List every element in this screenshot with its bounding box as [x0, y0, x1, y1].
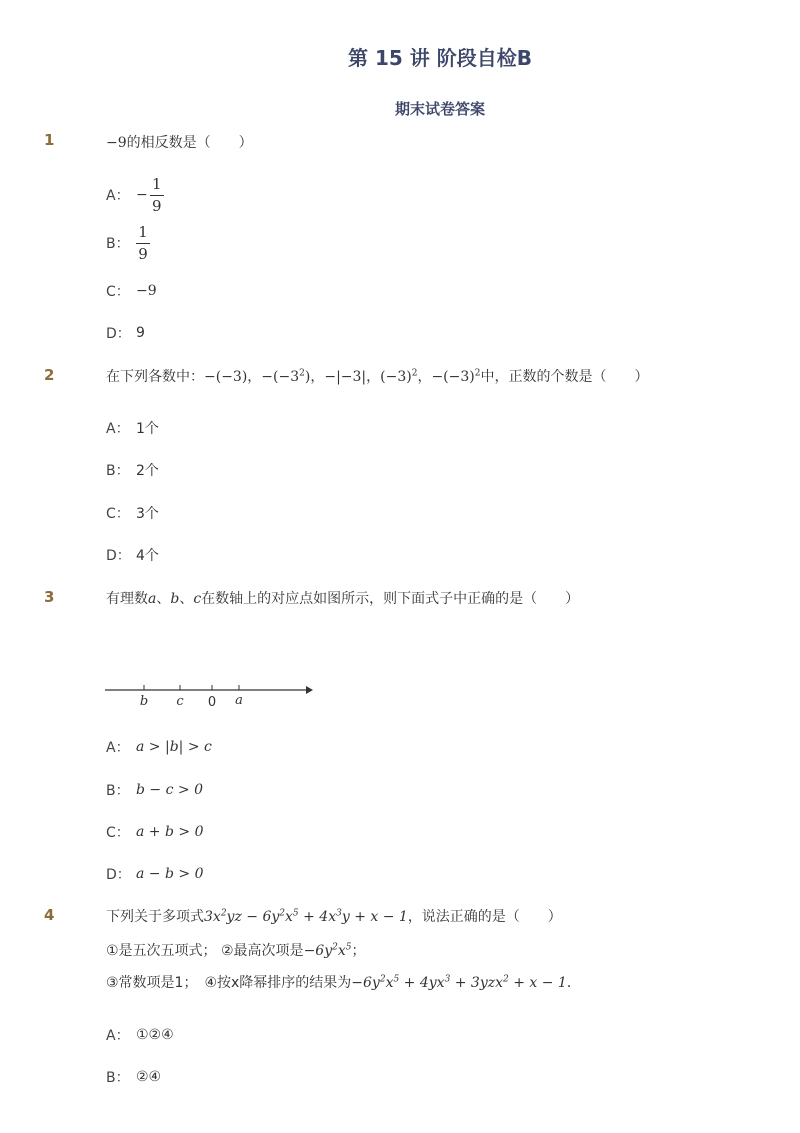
- q4-line3-text: ③常数项是1； ④按x降幂排序的结果为: [106, 975, 352, 991]
- q3-option-d[interactable]: [106, 864, 203, 884]
- axis-arrow: [306, 686, 313, 694]
- math-part: x: [385, 975, 394, 991]
- option-label: B：: [106, 463, 130, 479]
- poly-exp: 3: [336, 908, 342, 919]
- question-2-number: 2: [44, 366, 55, 384]
- math-exp: 3: [444, 974, 451, 985]
- option-label: A：: [106, 1028, 130, 1044]
- option-sign: −: [136, 187, 148, 203]
- option-label: D：: [106, 867, 131, 883]
- fraction-bar: [150, 195, 164, 196]
- question-1-stem: [106, 132, 253, 152]
- q2-e2-exp: 2: [299, 368, 305, 379]
- math-exp: 2: [503, 974, 509, 985]
- math-part: x: [337, 943, 346, 959]
- question-3-stem: [106, 588, 579, 608]
- sep: 、: [156, 591, 171, 607]
- q4-stem-post: ，说法正确的是（ ）: [407, 909, 562, 925]
- q1-expr: −9: [106, 135, 127, 151]
- label-b: b: [139, 694, 149, 709]
- option-text: 4个: [136, 548, 159, 564]
- poly-exp: 2: [279, 908, 286, 919]
- poly-exp: 5: [292, 908, 299, 919]
- option-text: ②④: [136, 1069, 162, 1085]
- sep: ，: [310, 369, 325, 385]
- q1-stem-text: 的相反数是（ ）: [126, 135, 253, 151]
- q3-option-b[interactable]: [106, 780, 203, 800]
- q2-option-b[interactable]: [106, 460, 159, 480]
- option-text: 1个: [136, 421, 159, 437]
- math-exp: 5: [345, 942, 352, 953]
- q2-e4-base: (−3): [380, 369, 412, 385]
- option-text: a + b > 0: [136, 824, 204, 840]
- question-1-number: 1: [44, 131, 55, 149]
- var-a: a: [148, 591, 157, 607]
- var-c: c: [193, 591, 202, 607]
- q4-option-b[interactable]: [106, 1067, 161, 1087]
- question-4-stem: [106, 906, 562, 926]
- label-c: c: [176, 694, 184, 709]
- math-exp: 2: [332, 942, 338, 953]
- q4-stem-pre: 下列关于多项式: [106, 909, 204, 925]
- question-2-stem: [106, 366, 648, 386]
- question-3-number: 3: [44, 588, 55, 606]
- denominator: 9: [151, 196, 162, 215]
- q2-stem-pre: 在下列各数中：: [106, 369, 204, 385]
- fraction: [136, 224, 150, 262]
- sep: ，: [366, 369, 381, 385]
- option-text: −9: [136, 283, 157, 299]
- sep: ，: [247, 369, 262, 385]
- math-part: + 3yzx: [450, 975, 504, 991]
- option-label: C：: [106, 506, 130, 522]
- q2-e2: [261, 369, 310, 385]
- poly-part: y + x − 1: [341, 909, 408, 925]
- option-label: A：: [106, 421, 130, 437]
- q2-e5-base: −(−3): [431, 369, 475, 385]
- option-label: B：: [106, 1070, 130, 1086]
- option-label: A：: [106, 740, 130, 756]
- question-4-number: 4: [44, 906, 55, 924]
- label-a: a: [235, 693, 243, 708]
- q2-option-c[interactable]: [106, 503, 159, 523]
- q1-option-b[interactable]: [106, 224, 150, 262]
- q2-e3: −|−3|: [324, 369, 367, 385]
- math-part: −6y: [303, 943, 333, 959]
- page-title: 第 15 讲 阶段自检B: [348, 46, 532, 70]
- option-text: ①②④: [136, 1027, 174, 1043]
- q2-e5: [431, 369, 480, 385]
- q2-option-d[interactable]: [106, 545, 159, 565]
- q2-option-a[interactable]: [106, 418, 159, 438]
- math-part: −6y: [351, 975, 380, 991]
- q2-e2-end: ): [304, 369, 311, 385]
- number-line: [100, 676, 320, 716]
- q4-option-a[interactable]: [106, 1025, 174, 1045]
- label-zero: 0: [207, 695, 217, 710]
- q4-line2-math: [304, 943, 352, 959]
- option-label: C：: [106, 825, 130, 841]
- option-label: D：: [106, 326, 131, 342]
- poly-part: 3x: [204, 909, 221, 925]
- q2-e2-base: −(−3: [261, 369, 300, 385]
- q4-polynomial: [204, 909, 408, 925]
- option-label: A：: [106, 188, 130, 204]
- option-text: b − c > 0: [136, 782, 203, 798]
- q2-e5-exp: 2: [474, 368, 481, 379]
- fraction: [150, 176, 164, 214]
- option-label: C：: [106, 284, 130, 300]
- math-part: + 4yx: [399, 975, 445, 991]
- q4-line2-text: ①是五次五项式； ②最高次项是: [106, 943, 304, 959]
- option-text: a − b > 0: [136, 866, 204, 882]
- option-label: D：: [106, 548, 131, 564]
- q1-option-d[interactable]: [106, 323, 145, 343]
- sep: 、: [179, 591, 194, 607]
- option-text: 2个: [136, 463, 159, 479]
- page-subtitle: 期末试卷答案: [394, 100, 485, 118]
- math-exp: 5: [393, 974, 400, 985]
- option-text: a > |b| > c: [136, 739, 212, 755]
- fraction-bar: [136, 243, 150, 244]
- q2-e1: −(−3): [204, 369, 248, 385]
- q4-line2-end: ；: [351, 943, 366, 959]
- numerator: 1: [151, 175, 162, 193]
- q3-stem-post: 在数轴上的对应点如图所示，则下面式子中正确的是（ ）: [201, 591, 580, 607]
- math-part: + x − 1: [508, 975, 567, 991]
- q3-option-c[interactable]: [106, 822, 203, 842]
- option-label: B：: [106, 236, 130, 252]
- q2-e4: [380, 369, 417, 385]
- option-label: B：: [106, 783, 130, 799]
- sep: ，: [417, 369, 432, 385]
- poly-exp: 2: [220, 908, 227, 919]
- q3-stem-pre: 有理数: [106, 591, 148, 607]
- q2-stem-post: 中，正数的个数是（ ）: [480, 369, 649, 385]
- math-exp: 2: [379, 974, 386, 985]
- q1-option-a[interactable]: [106, 176, 164, 214]
- poly-part: x: [285, 909, 293, 925]
- numerator: 1: [138, 223, 148, 241]
- q4-line3-math: [351, 975, 567, 991]
- q4-statement-line-2: [106, 940, 365, 960]
- q2-e4-exp: 2: [411, 368, 418, 379]
- poly-part: yz − 6y: [226, 909, 280, 925]
- poly-part: + 4x: [298, 909, 337, 925]
- q4-line3-end: ．: [566, 975, 581, 991]
- q3-option-a[interactable]: [106, 737, 212, 757]
- q4-statement-line-3: [106, 972, 581, 992]
- denominator: 9: [138, 244, 148, 263]
- var-b: b: [170, 591, 180, 607]
- option-text: 9: [136, 325, 145, 341]
- option-text: 3个: [136, 506, 159, 522]
- q1-option-c[interactable]: [106, 281, 157, 301]
